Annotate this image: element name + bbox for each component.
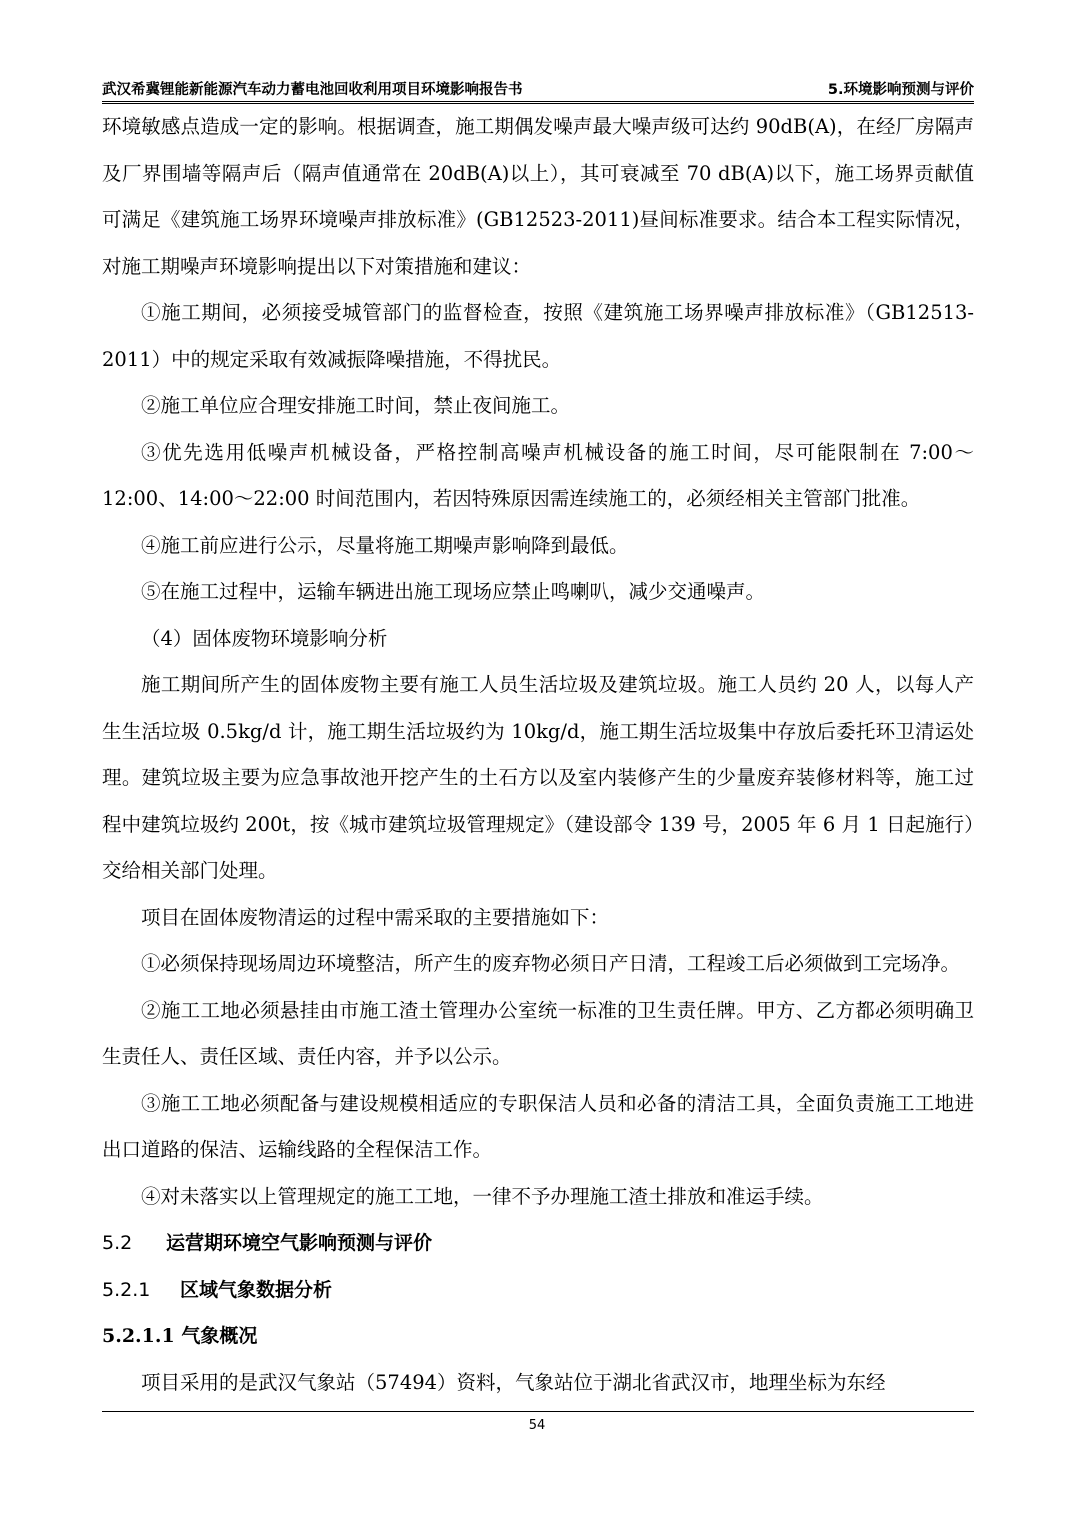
report-title: 武汉希冀锂能新能源汽车动力蓄电池回收利用项目环境影响报告书 <box>102 82 523 98</box>
page-header <box>102 76 974 100</box>
paragraph-measure-1: ①施工期间，必须接受城管部门的监督检查，按照《建筑施工场界噪声排放标准》（GB12513-2011）中的规定采取有效减振降噪措施，不得扰民。 <box>102 301 974 371</box>
paragraph-noise-impact: 环境敏感点造成一定的影响。根据调查，施工期偶发噪声最大噪声级可达约 90dB(A)，在经厂房隔声及厂界围墙等隔声后（隔声值通常在 20dB(A)以上），其可衰减至 70 dB(A)以下，施工场界贡献值可满足《建筑施工场界环境噪声排放标准》(GB12523-2011)昼间标准要求。结合本工程实际情况，对施工期噪声环境影响提出以下对策措施和建议： <box>102 115 974 278</box>
paragraph-measure-3: ③优先选用低噪声机械设备，严格控制高噪声机械设备的施工时间，尽可能限制在 7:00～12:00、14:00～22:00 时间范围内，若因特殊原因需连续施工的，必须经相关主管部门批准。 <box>102 440 974 510</box>
paragraph-solid-waste: 施工期间所产生的固体废物主要有施工人员生活垃圾及建筑垃圾。施工人员约 20 人，以每人产生生活垃圾 0.5kg/d 计，施工期生活垃圾约为 10kg/d，施工期生活垃圾集中存放后委托环卫清运处理。建筑垃圾主要为应急事故池开挖产生的土石方以及室内装修产生的少量废弃装修材料等，施工过程中建筑垃圾约 200t，按《城市建筑垃圾管理规定》（建设部令 139 号，2005 年 6 月 1 日起施行）交给相关部门处理。 <box>102 673 974 882</box>
paragraph-waste-measure-3: ③施工工地必须配备与建设规模相适应的专职保洁人员和必备的清洁工具，全面负责施工工地进出口道路的保洁、运输线路的全程保洁工作。 <box>102 1091 974 1161</box>
heading-5-2-1-1: 5.2.1.1 气象概况 <box>102 1325 258 1347</box>
paragraph-measure-2: ②施工单位应合理安排施工时间，禁止夜间施工。 <box>141 394 571 417</box>
page-number: 54 <box>528 1418 546 1433</box>
page-body <box>102 104 974 1406</box>
paragraph-waste-measures-intro: 项目在固体废物清运的过程中需采取的主要措施如下： <box>141 905 610 929</box>
paragraph-waste-measure-4: ④对未落实以上管理规定的施工工地，一律不予办理施工渣土排放和准运手续。 <box>141 1184 824 1208</box>
header-rule <box>102 101 974 102</box>
chapter-title: 5.环境影响预测与评价 <box>827 82 974 98</box>
paragraph-weather-station: 项目采用的是武汉气象站（57494）资料，气象站位于湖北省武汉市，地理坐标为东经 <box>141 1370 886 1394</box>
paragraph-waste-measure-2: ②施工工地必须悬挂由市施工渣土管理办公室统一标准的卫生责任牌。甲方、乙方都必须明确卫生责任人、责任区域、责任内容，并予以公示。 <box>102 998 974 1068</box>
heading-5-2-number: 5.2 <box>102 1232 133 1254</box>
heading-5-2-1-number: 5.2.1 <box>102 1278 151 1301</box>
paragraph-measure-4: ④施工前应进行公示，尽量将施工期噪声影响降到最低。 <box>141 533 629 557</box>
heading-5-2-text: 运营期环境空气影响预测与评价 <box>166 1232 433 1254</box>
paragraph-waste-measure-1: ①必须保持现场周边环境整洁，所产生的废弃物必须日产日清，工程竣工后必须做到工完场净。 <box>141 952 961 975</box>
heading-5-2-1 <box>102 1267 974 1314</box>
subheading-solid-waste: （4）固体废物环境影响分析 <box>141 626 388 650</box>
heading-5-2-1-text: 区域气象数据分析 <box>180 1278 333 1301</box>
heading-5-2 <box>102 1220 974 1267</box>
footer-rule <box>102 1411 974 1412</box>
paragraph-measure-5: ⑤在施工过程中，运输车辆进出施工现场应禁止鸣喇叭，减少交通噪声。 <box>141 580 766 603</box>
